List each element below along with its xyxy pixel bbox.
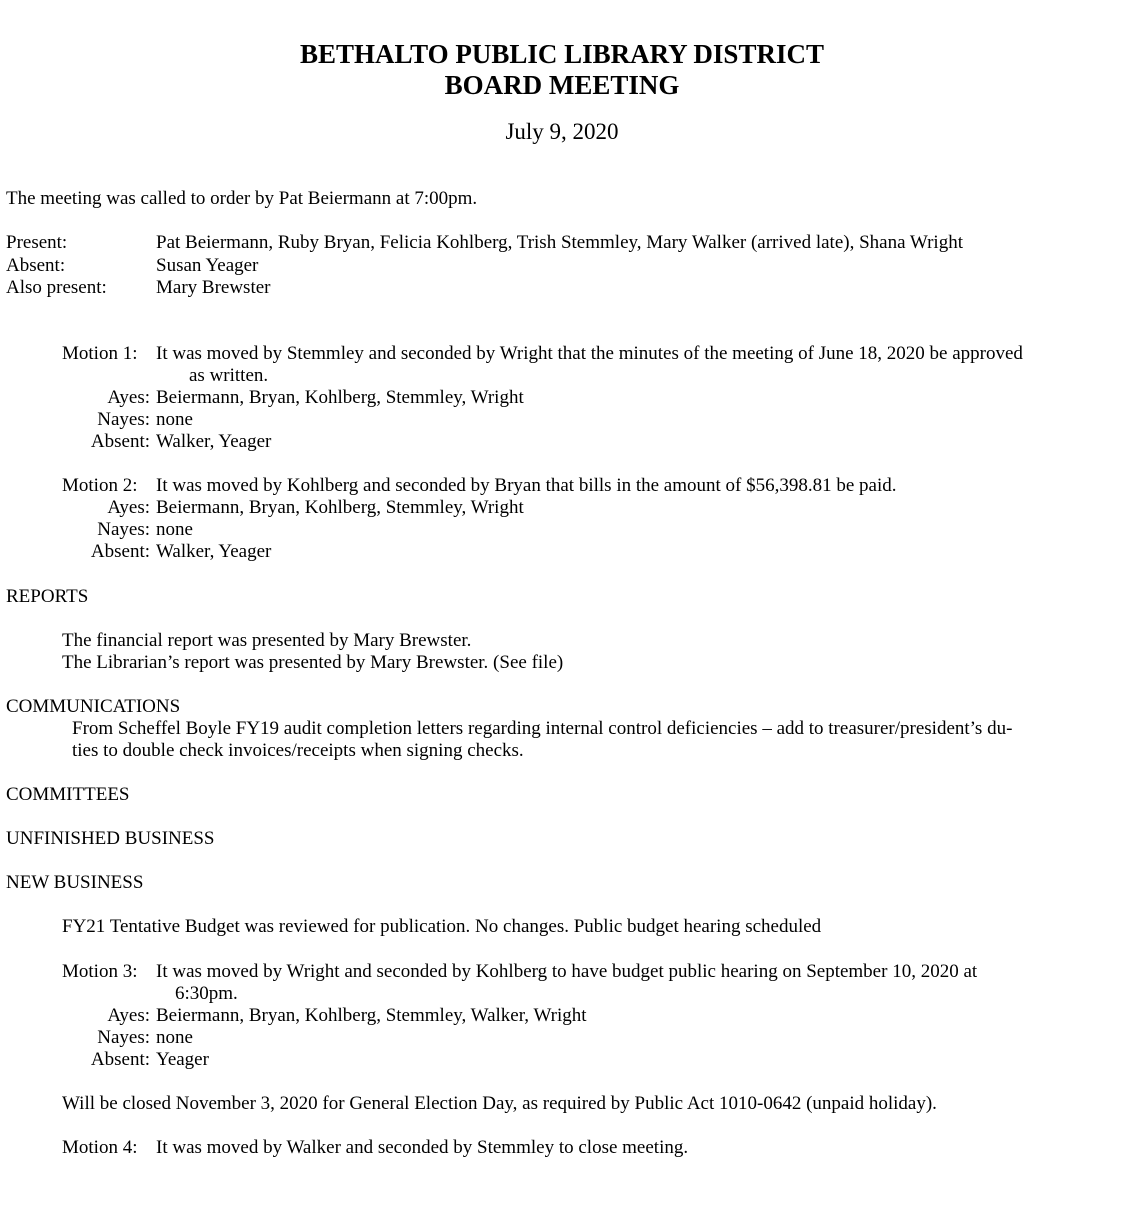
motion1-nayes: none bbox=[156, 409, 193, 430]
unfinished-business-heading: UNFINISHED BUSINESS bbox=[6, 828, 215, 849]
motion1-text: It was moved by Stemmley and seconded by Wright that the minutes of the meeting of June 18, 2020 be approved bbox=[156, 343, 1023, 364]
motion2-label: Motion 2: bbox=[62, 475, 138, 496]
motion3-label: Motion 3: bbox=[62, 961, 138, 982]
election-day-closure: Will be closed November 3, 2020 for General Election Day, as required by Public Act 1010-0642 (unpaid holiday). bbox=[62, 1093, 937, 1114]
motion2-absent: Walker, Yeager bbox=[156, 541, 272, 562]
motion1-absent: Walker, Yeager bbox=[156, 431, 272, 452]
meeting-date: July 9, 2020 bbox=[505, 119, 619, 144]
motion3-ayes-label: Ayes: bbox=[107, 1005, 150, 1026]
absent-value: Susan Yeager bbox=[156, 255, 259, 276]
motion4-text: It was moved by Walker and seconded by Stemmley to close meeting. bbox=[156, 1137, 689, 1158]
motion3-text-continued: 6:30pm. bbox=[175, 983, 238, 1004]
motion3-text: It was moved by Wright and seconded by Kohlberg to have budget public hearing on September 10, 2020 at bbox=[156, 961, 978, 982]
communications-heading: COMMUNICATIONS bbox=[6, 696, 181, 717]
librarian-report: The Librarian’s report was presented by Mary Brewster. (See file) bbox=[62, 652, 564, 673]
motion1-nayes-label: Nayes: bbox=[97, 409, 150, 430]
also-present-value: Mary Brewster bbox=[156, 277, 271, 298]
document-title-line1: BETHALTO PUBLIC LIBRARY DISTRICT bbox=[300, 39, 824, 69]
new-business-heading: NEW BUSINESS bbox=[6, 872, 144, 893]
communications-text-continued: ties to double check invoices/receipts when signing checks. bbox=[72, 740, 524, 761]
communications-text: From Scheffel Boyle FY19 audit completion letters regarding internal control deficiencies – add to treasurer/president’s du- bbox=[72, 718, 1013, 739]
motion1-ayes-label: Ayes: bbox=[107, 387, 150, 408]
motion2-nayes-label: Nayes: bbox=[97, 519, 150, 540]
also-present-label: Also present: bbox=[6, 277, 107, 298]
present-value: Pat Beiermann, Ruby Bryan, Felicia Kohlberg, Trish Stemmley, Mary Walker (arrived late), Shana Wright bbox=[156, 232, 963, 253]
motion3-nayes: none bbox=[156, 1027, 193, 1048]
motion2-ayes-label: Ayes: bbox=[107, 497, 150, 518]
reports-heading: REPORTS bbox=[6, 586, 89, 607]
motion3-ayes: Beiermann, Bryan, Kohlberg, Stemmley, Walker, Wright bbox=[156, 1005, 587, 1026]
budget-review: FY21 Tentative Budget was reviewed for publication. No changes. Public budget hearing scheduled bbox=[62, 916, 822, 937]
financial-report: The financial report was presented by Mary Brewster. bbox=[62, 630, 472, 651]
motion2-absent-label: Absent: bbox=[90, 541, 150, 562]
motion1-label: Motion 1: bbox=[62, 343, 138, 364]
motion3-absent-label: Absent: bbox=[90, 1049, 150, 1070]
call-to-order: The meeting was called to order by Pat Beiermann at 7:00pm. bbox=[6, 188, 478, 209]
motion1-absent-label: Absent: bbox=[90, 431, 150, 452]
motion2-ayes: Beiermann, Bryan, Kohlberg, Stemmley, Wright bbox=[156, 497, 524, 518]
motion4-label: Motion 4: bbox=[62, 1137, 138, 1158]
motion1-text-continued: as written. bbox=[189, 365, 269, 386]
motion1-ayes: Beiermann, Bryan, Kohlberg, Stemmley, Wright bbox=[156, 387, 524, 408]
motion2-text: It was moved by Kohlberg and seconded by Bryan that bills in the amount of $56,398.81 be paid. bbox=[156, 475, 897, 496]
motion3-absent: Yeager bbox=[156, 1049, 209, 1070]
committees-heading: COMMITTEES bbox=[6, 784, 130, 805]
present-label: Present: bbox=[6, 232, 68, 253]
motion3-nayes-label: Nayes: bbox=[97, 1027, 150, 1048]
motion2-nayes: none bbox=[156, 519, 193, 540]
document-title-line2: BOARD MEETING bbox=[444, 70, 680, 100]
absent-label: Absent: bbox=[6, 255, 66, 276]
